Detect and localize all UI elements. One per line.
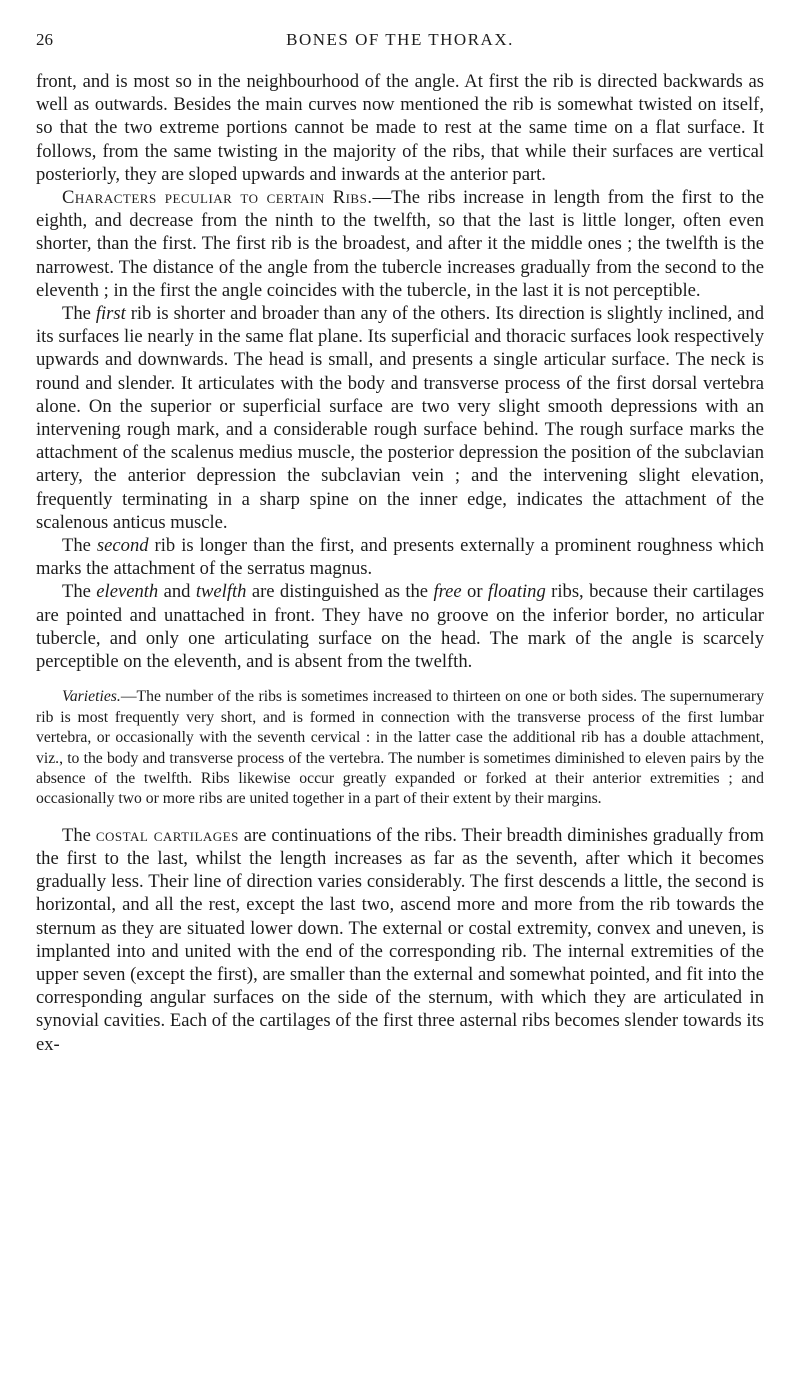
paragraph-floating-ribs: The eleventh and twelfth are distinguished as the free or floating ribs, because their cartilages are pointed and unattached in front. They have no groove on the inferior border, no articular tubercle, and only one articulating surface on the head. The mark of the angle is scarcely perceptible on the eleventh, and is absent from the twelfth. (36, 581, 764, 673)
paragraph-peculiar-characters: Characters peculiar to certain Ribs.—The ribs increase in length from the first to the eighth, and decrease from the ninth to the twelfth, so that the last is little longer, often even shorter, than the first. The first rib is the broadest, and after it the middle ones ; the twelfth is the narrowest. The distance of the angle from the tubercle increases gradually from the second to the eleventh ; in the first the angle coincides with the tubercle, in the last it is not perceptible. (36, 187, 764, 301)
main-text (36, 70, 764, 673)
main-text-continued (36, 824, 764, 1056)
paragraph-varieties: Varieties.—The number of the ribs is sometimes increased to thirteen on one or both sides. The supernumerary rib is most frequently very short, and is formed in connection with the transverse process of the first lumbar vertebra, or occasionally with the seventh cervical : in the latter case the additional rib has a double attachment, viz., to the body and transverse process of the vertebra. The number is sometimes diminished to eleven pairs by the absence of the twelfth. Ribs likewise occur greatly expanded or forked at their anterior extremities ; and occasionally two or more ribs are united together in a part of their extent by their margins. (36, 688, 764, 808)
paragraph-continuation: front, and is most so in the neighbourhood of the angle. At first the rib is directed backwards as well as outwards. Besides the main curves now mentioned the rib is somewhat twisted on itself, so that the two extreme portions cannot be made to rest at the same time on a flat surface. It follows, from the same twisting in the majority of the ribs, that while their surfaces are vertical posteriorly, they are sloped upwards and inwards at the anterior part. (36, 71, 764, 185)
paragraph-first-rib: The first rib is shorter and broader than any of the others. Its direction is slightly inclined, and its surfaces lie nearly in the same flat plane. Its superficial and thoracic surfaces look respectively upwards and downwards. The head is small, and presents a single articular surface. The neck is round and slender. It articulates with the body and transverse process of the first dorsal vertebra alone. On the superior or superficial surface are two very slight smooth depressions with an intervening rough mark, and a considerable rough surface behind. The rough surface marks the attachment of the scalenus medius muscle, the posterior depression the position of the subclavian artery, the anterior depression the subclavian vein ; and the intervening slight elevation, frequently terminating in a sharp spine on the inner edge, indicates the attachment of the scalenous anticus muscle. (36, 303, 764, 533)
page-number: 26 (36, 30, 53, 49)
section-heading: Characters peculiar to certain Ribs. (62, 187, 373, 209)
paragraph-costal-cartilages: The costal cartilages are continuations of the ribs. Their breadth diminishes gradually from the first to the last, whilst the length increases as far as the seventh, after which it becomes gradually less. Their line of direction varies considerably. The first descends a little, the second is horizontal, and all the rest, except the last two, ascend more and more from the rib towards the sternum as they are situated lower down. The external or costal extremity, convex and uneven, is implanted into and united with the end of the corresponding rib. The internal extremities of the upper seven (except the first), are smaller than the external and somewhat pointed, and fit into the corresponding angular surfaces on the side of the sternum, with which they are articulated in synovial cavities. Each of the cartilages of the first three asternal ribs becomes slender towards its ex- (36, 824, 765, 1055)
running-header (36, 30, 764, 56)
varieties-note (36, 687, 764, 809)
running-title: BONES OF THE THORAX. (286, 30, 514, 49)
paragraph-second-rib: The second rib is longer than the first, and presents externally a prominent roughness which marks the attachment of the serratus magnus. (36, 535, 764, 580)
